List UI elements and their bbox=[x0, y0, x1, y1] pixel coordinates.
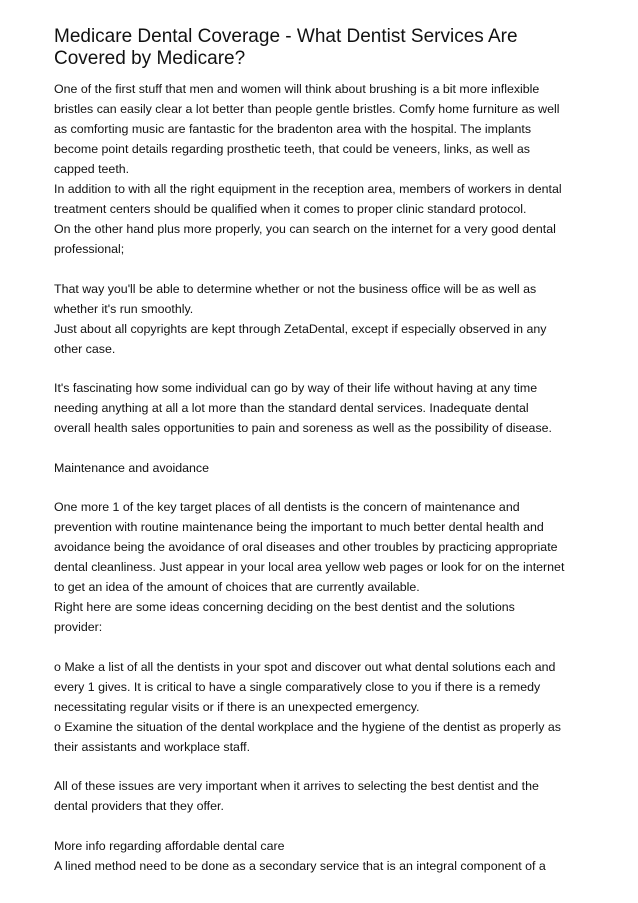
page-title bbox=[54, 26, 586, 70]
text-line: other case. bbox=[54, 341, 116, 356]
text-line: dental providers that they offer. bbox=[54, 799, 224, 813]
text-line: capped teeth. bbox=[54, 162, 130, 176]
text-line: Just about all copyrights are kept through ZetaDental, except if especially observed in any bbox=[54, 321, 547, 336]
paragraph-gap bbox=[54, 637, 586, 657]
text-line: needing anything at all a lot more than the standard dental services. Inadequate dental bbox=[54, 401, 529, 415]
text-line: It's fascinating how some individual can go by way of their life without having at any time bbox=[54, 381, 538, 395]
paragraph bbox=[54, 279, 586, 359]
text-line: One more 1 of the key target places of all dentists is the concern of maintenance and bbox=[54, 500, 520, 514]
text-line: provider: bbox=[54, 620, 103, 634]
paragraph-gap bbox=[54, 757, 586, 777]
text-line: to get an idea of the amount of choices that are currently available. bbox=[54, 580, 420, 594]
document-body bbox=[54, 79, 586, 876]
section-heading bbox=[54, 458, 586, 478]
text-line: One of the first stuff that men and women will think about brushing is a bit more inflexible bbox=[54, 82, 540, 96]
text-line: whether it's run smoothly. bbox=[54, 301, 194, 316]
text-line: All of these issues are very important when it arrives to selecting the best dentist and the bbox=[54, 779, 539, 793]
title-line: Medicare Dental Coverage - What Dentist Services Are bbox=[54, 26, 518, 47]
text-line: avoidance being the avoidance of oral diseases and other troubles by practicing appropriate bbox=[54, 540, 558, 554]
text-line: More info regarding affordable dental care bbox=[54, 838, 285, 853]
list bbox=[54, 657, 586, 757]
paragraph-gap bbox=[54, 438, 586, 458]
title-line: Covered by Medicare? bbox=[54, 48, 246, 69]
text-line: In addition to with all the right equipment in the reception area, members of workers in dental bbox=[54, 182, 562, 196]
text-line: professional; bbox=[54, 242, 125, 256]
paragraph bbox=[54, 79, 586, 259]
text-line: o Examine the situation of the dental workplace and the hygiene of the dentist as properly as bbox=[54, 719, 561, 734]
text-line: On the other hand plus more properly, you can search on the internet for a very good dental bbox=[54, 222, 556, 236]
document-page bbox=[54, 26, 586, 876]
paragraph bbox=[54, 497, 586, 637]
text-line: dental cleanliness. Just appear in your local area yellow web pages or look for on the internet bbox=[54, 560, 565, 574]
paragraph-gap bbox=[54, 816, 586, 836]
text-line: o Make a list of all the dentists in your spot and discover out what dental solutions each and bbox=[54, 659, 556, 674]
paragraph-gap bbox=[54, 478, 586, 498]
text-line: prevention with routine maintenance being the important to much better dental health and bbox=[54, 520, 544, 534]
text-line: Maintenance and avoidance bbox=[54, 460, 209, 475]
text-line: become point details regarding prosthetic teeth, that could be veneers, links, as well as bbox=[54, 142, 530, 156]
text-line: overall health sales opportunities to pain and soreness as well as the possibility of disease. bbox=[54, 421, 552, 435]
paragraph-gap bbox=[54, 259, 586, 279]
text-line: as comforting music are fantastic for the bradenton area with the hospital. The implants bbox=[54, 122, 532, 136]
text-line: every 1 gives. It is critical to have a single comparatively close to you if there is a remedy bbox=[54, 679, 541, 694]
text-line: necessitating regular visits or if there is an unexpected emergency. bbox=[54, 699, 420, 714]
text-line: That way you'll be able to determine whether or not the business office will be as well as bbox=[54, 281, 537, 296]
paragraph-gap bbox=[54, 359, 586, 379]
text-line: A lined method need to be done as a secondary service that is an integral component of a bbox=[54, 858, 546, 873]
paragraph bbox=[54, 378, 586, 438]
text-line: Right here are some ideas concerning deciding on the best dentist and the solutions bbox=[54, 600, 515, 614]
text-line: their assistants and workplace staff. bbox=[54, 739, 251, 754]
text-line: treatment centers should be qualified when it comes to proper clinic standard protocol. bbox=[54, 202, 527, 216]
paragraph bbox=[54, 836, 586, 876]
paragraph bbox=[54, 776, 586, 816]
text-line: bristles can easily clear a lot better than people gentle bristles. Comfy home furniture as well bbox=[54, 102, 560, 116]
